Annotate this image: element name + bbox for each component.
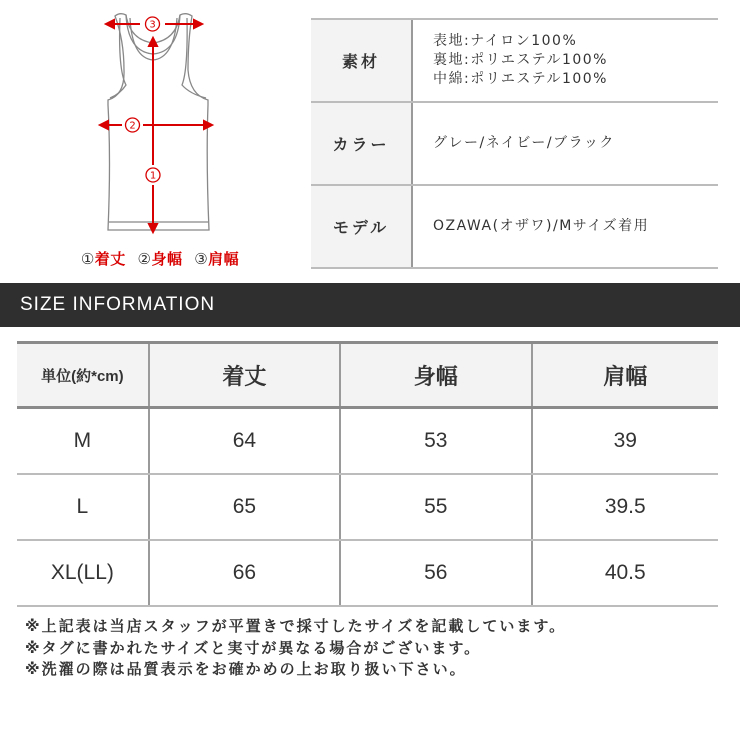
spec-label: モデル: [311, 186, 413, 267]
spec-table: [311, 18, 718, 269]
note-line: ※上記表は当店スタッフが平置きで採寸したサイズを記載しています。: [25, 617, 567, 635]
header-unit: 単位(約*cm): [17, 343, 149, 408]
table-header-row: [17, 343, 718, 408]
marker-body: 2: [129, 120, 136, 132]
spec-row-material: [311, 18, 718, 101]
marker-length: 1: [149, 170, 157, 182]
size-label: M: [17, 408, 149, 475]
cell-shoulder-width: 39: [532, 408, 719, 475]
tank-top-icon: [60, 10, 260, 250]
notes: [25, 616, 566, 681]
note-line: ※タグに書かれたサイズと実寸が異なる場合がございます。: [25, 638, 482, 657]
size-label: XL(LL): [17, 540, 149, 606]
size-label: L: [17, 474, 149, 540]
spec-label: カラー: [311, 103, 413, 184]
marker-shoulder: 3: [149, 19, 156, 31]
spec-value: 表地:ナイロン100% 裏地:ポリエステル100% 中綿:ポリエステル100%: [433, 33, 608, 87]
cell-body-width: 55: [340, 474, 531, 540]
table-row: [17, 474, 718, 540]
spec-row-color: [311, 101, 718, 184]
cell-shoulder-width: 39.5: [532, 474, 719, 540]
header-shoulder-width: 肩幅: [532, 343, 719, 408]
spec-label: 素材: [311, 20, 413, 101]
table-row: [17, 540, 718, 606]
cell-shoulder-width: 40.5: [532, 540, 719, 606]
header-body-width: 身幅: [340, 343, 531, 408]
size-table: [17, 341, 718, 607]
diagram-legend: [60, 248, 260, 269]
spec-row-model: [311, 184, 718, 269]
cell-length: 66: [149, 540, 340, 606]
section-title: SIZE INFORMATION: [20, 294, 216, 315]
legend-body-width: ②身幅: [137, 250, 183, 268]
legend-shoulder-width: ③肩幅: [194, 250, 240, 268]
cell-body-width: 56: [340, 540, 531, 606]
spec-value: グレー/ネイビー/ブラック: [433, 135, 615, 151]
cell-body-width: 53: [340, 408, 531, 475]
section-header: [0, 283, 740, 327]
spec-value: OZAWA(オザワ)/Mサイズ着用: [433, 218, 650, 234]
cell-length: 65: [149, 474, 340, 540]
note-line: ※洗濯の際は品質表示をお確かめの上お取り扱い下さい。: [25, 660, 467, 678]
legend-length: ①着丈: [80, 250, 126, 268]
header-length: 着丈: [149, 343, 340, 408]
table-row: [17, 408, 718, 475]
garment-diagram: [60, 10, 260, 270]
cell-length: 64: [149, 408, 340, 475]
